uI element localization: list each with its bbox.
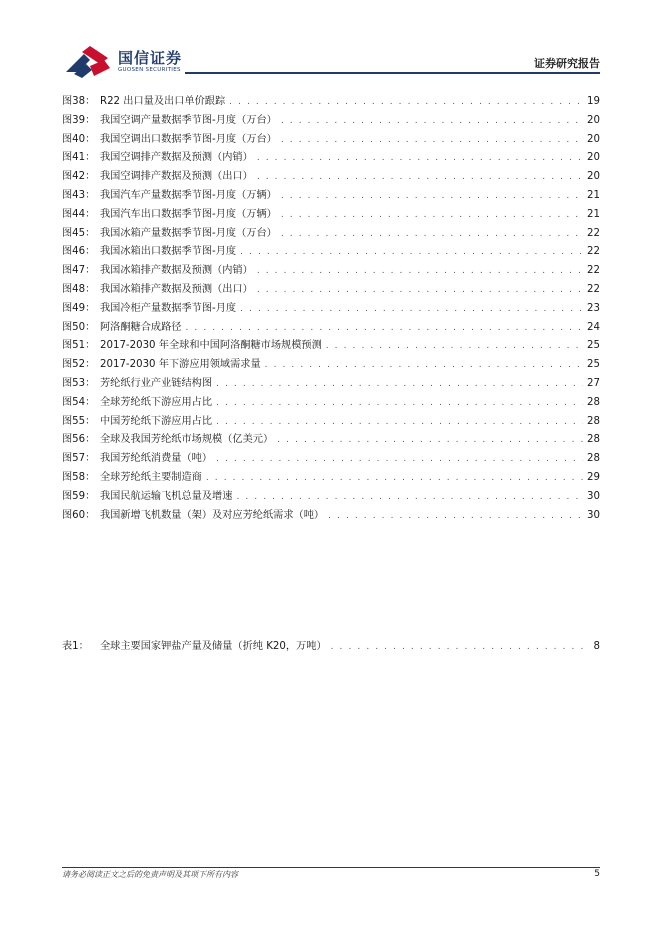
toc-entry-label: 图51： [62,340,96,352]
table-list [62,638,600,657]
figure-toc-entry[interactable] [62,337,600,356]
toc-entry-title: 全球芳纶纸下游应用占比 [100,396,213,408]
toc-entry-label: 图44： [62,208,96,220]
toc-entry-title: 我国冰箱出口数据季节图-月度 [100,246,237,258]
toc-entry-page: 19 [587,96,600,107]
figure-toc-entry[interactable] [62,319,600,338]
toc-entry-title: 2017-2030 年全球和中国阿洛酮糖市场规模预测 [100,340,322,352]
toc-dot-leader [331,638,586,657]
toc-dot-leader [277,431,583,450]
toc-entry-page: 22 [587,283,600,295]
toc-entry-page: 21 [587,208,600,220]
toc-dot-leader [326,337,583,356]
toc-entry-title: 我国空调排产数据及预测（内销） [100,152,253,164]
report-type-label: 证券研究报告 [534,57,600,70]
toc-entry-title: 我国新增飞机数量（架）及对应芳纶纸需求（吨） [100,509,325,521]
toc-entry-page: 30 [587,509,600,521]
toc-entry-page: 22 [587,227,600,239]
toc-entry-title: 阿洛酮糖合成路径 [100,321,182,333]
toc-entry-label: 图42： [62,171,96,183]
figure-toc-entry[interactable] [62,507,600,526]
toc-entry-page: 20 [587,133,600,145]
toc-entry-label: 图46： [62,246,96,258]
toc-entry-label: 图38： [62,96,96,107]
toc-entry-title: 我国空调排产数据及预测（出口） [100,171,253,183]
figure-toc-entry[interactable] [62,488,600,507]
toc-dot-leader [265,356,583,375]
toc-entry-title: 全球主要国家钾盐产量及储量（折纯 K20，万吨） [100,641,327,652]
toc-entry-page: 27 [587,377,600,389]
toc-dot-leader [236,488,583,507]
footer-disclaimer: 请务必阅读正文之后的免责声明及其项下所有内容 [62,870,238,879]
toc-entry-page: 29 [587,471,600,483]
figure-toc-entry[interactable] [62,243,600,262]
toc-entry-page: 24 [587,321,600,333]
toc-dot-leader [216,450,583,469]
toc-entry-title: 全球及我国芳纶纸市场规模（亿美元） [100,434,274,446]
toc-dot-leader [281,225,583,244]
toc-entry-page: 22 [587,246,600,258]
toc-dot-leader [240,300,583,319]
toc-dot-leader [216,413,583,432]
toc-entry-label: 图59： [62,490,96,502]
table-toc-entry[interactable] [62,638,600,657]
toc-entry-title: 我国芳纶纸消费量（吨） [100,453,213,465]
toc-entry-page: 25 [587,359,600,371]
toc-dot-leader [257,149,583,168]
figure-toc-entry[interactable] [62,149,600,168]
figure-toc-entry[interactable] [62,300,600,319]
toc-entry-label: 图52： [62,359,96,371]
guosen-logo-icon [64,46,114,78]
toc-entry-page: 28 [587,434,600,446]
toc-dot-leader [229,93,583,112]
page-header [0,0,662,80]
figure-toc-entry[interactable] [62,262,600,281]
toc-entry-label: 图56： [62,434,96,446]
toc-entry-title: 全球芳纶纸主要制造商 [100,471,202,483]
toc-dot-leader [281,112,583,131]
figure-toc-entry[interactable] [62,394,600,413]
toc-entry-page: 22 [587,265,600,277]
figure-toc-entry[interactable] [62,112,600,131]
figure-toc-entry[interactable] [62,450,600,469]
toc-entry-label: 图48： [62,283,96,295]
toc-dot-leader [216,375,583,394]
figure-toc-entry[interactable] [62,168,600,187]
toc-entry-label: 图58： [62,471,96,483]
toc-entry-page: 28 [587,396,600,408]
toc-dot-leader [240,243,583,262]
figure-toc-entry[interactable] [62,431,600,450]
toc-dot-leader [281,206,583,225]
toc-entry-page: 8 [593,641,600,652]
logo-text-cn: 国信证券 [118,49,183,67]
toc-entry-label: 图57： [62,453,96,465]
toc-entry-title: 我国冷柜产量数据季节图-月度 [100,302,237,314]
toc-entry-label: 图60： [62,509,96,521]
toc-dot-leader [328,507,583,526]
figure-toc-entry[interactable] [62,225,600,244]
toc-entry-label: 图40： [62,133,96,145]
toc-entry-page: 28 [587,415,600,427]
toc-entry-label: 表1： [62,641,89,652]
toc-entry-page: 28 [587,453,600,465]
toc-entry-title: 我国冰箱产量数据季节图-月度（万台） [100,227,277,239]
figure-toc-entry[interactable] [62,469,600,488]
figure-toc-entry[interactable] [62,187,600,206]
toc-entry-label: 图55： [62,415,96,427]
toc-entry-label: 图39： [62,114,96,126]
toc-entry-page: 23 [587,302,600,314]
toc-entry-label: 图53： [62,377,96,389]
toc-entry-title: 芳纶纸行业产业链结构图 [100,377,213,389]
toc-dot-leader [281,187,583,206]
figure-toc-entry[interactable] [62,413,600,432]
toc-dot-leader [257,168,583,187]
footer-divider [62,867,600,868]
header-divider [185,72,600,74]
toc-dot-leader [257,262,583,281]
toc-dot-leader [186,319,584,338]
figure-toc-entry[interactable] [62,206,600,225]
toc-entry-title: 我国冰箱排产数据及预测（内销） [100,265,253,277]
toc-entry-page: 20 [587,114,600,126]
figure-toc-entry[interactable] [62,281,600,300]
toc-entry-label: 图45： [62,227,96,239]
figure-toc-entry[interactable] [62,131,600,150]
toc-entry-title: 我国空调产量数据季节图-月度（万台） [100,114,277,126]
figure-list [62,93,600,525]
toc-dot-leader [281,131,583,150]
toc-entry-title: 中国芳纶纸下游应用占比 [100,415,213,427]
toc-dot-leader [206,469,583,488]
toc-entry-page: 21 [587,189,600,201]
guosen-logo [64,46,184,78]
figure-toc-entry[interactable] [62,356,600,375]
toc-dot-leader [257,281,583,300]
toc-dot-leader [216,394,583,413]
page-number: 5 [594,869,600,879]
logo-text-en: GUOSEN SECURITIES [118,67,181,73]
toc-entry-page: 20 [587,152,600,164]
toc-entry-label: 图49： [62,302,96,314]
toc-entry-title: 我国空调出口数据季节图-月度（万台） [100,133,277,145]
toc-entry-title: 我国民航运输飞机总量及增速 [100,490,233,502]
toc-entry-label: 图54： [62,396,96,408]
figure-toc-entry[interactable] [62,93,600,112]
toc-entry-title: 我国汽车出口数据季节图-月度（万辆） [100,208,277,220]
toc-entry-page: 25 [587,340,600,352]
toc-entry-label: 图41： [62,152,96,164]
toc-entry-title: 我国冰箱排产数据及预测（出口） [100,283,253,295]
toc-entry-label: 图50： [62,321,96,333]
toc-entry-page: 30 [587,490,600,502]
toc-entry-label: 图47： [62,265,96,277]
toc-entry-title: R22 出口量及出口单价跟踪 [100,96,226,107]
toc-entry-title: 2017-2030 年下游应用领域需求量 [100,359,261,371]
figure-toc-entry[interactable] [62,375,600,394]
toc-entry-label: 图43： [62,189,96,201]
toc-entry-title: 我国汽车产量数据季节图-月度（万辆） [100,189,277,201]
toc-entry-page: 20 [587,171,600,183]
